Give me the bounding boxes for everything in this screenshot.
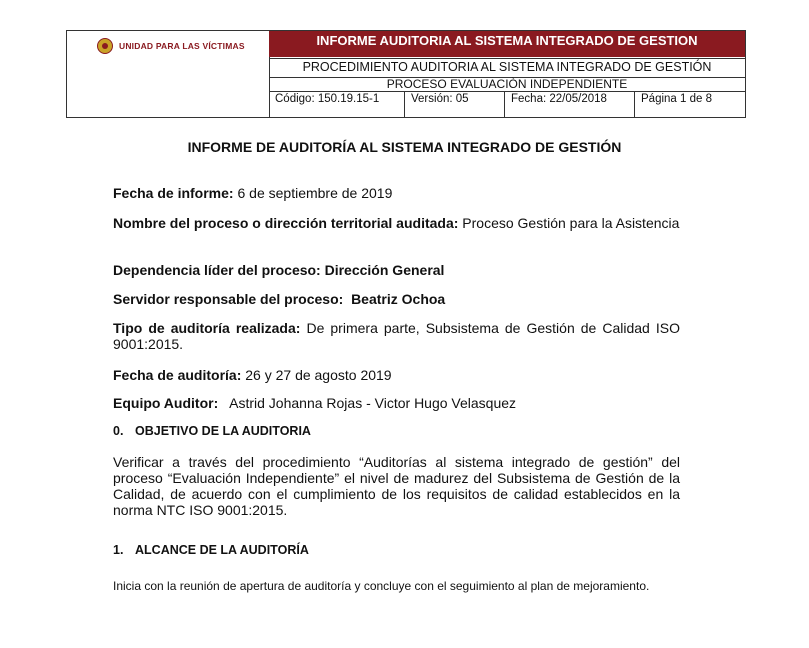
process-label: Nombre del proceso o dirección territorial auditada: [113,215,459,231]
scope-title: ALCANCE DE LA AUDITORÍA [135,543,309,557]
responsible-field [113,291,680,307]
header-title: INFORME AUDITORIA AL SISTEMA INTEGRADO DE GESTION [269,31,745,57]
team-field [113,395,680,411]
process-value: Proceso Gestión para la Asistencia [458,215,680,231]
dependency-label: Dependencia líder del proceso: Dirección General [113,262,445,278]
scope-text: Inicia con la reunión de apertura de auditoría y concluye con el seguimiento al plan de mejoramiento. [113,579,650,593]
scope-heading [113,543,309,557]
header-info [269,31,745,117]
audit-type-field [113,320,680,352]
objective-number: 0. [113,424,124,438]
document-title: INFORME DE AUDITORÍA AL SISTEMA INTEGRADO DE GESTIÓN [187,139,622,155]
objective-heading [113,424,311,438]
logo-text: UNIDAD PARA LAS VÍCTIMAS [119,41,245,51]
header-code: Código: 150.19.15-1 [269,92,405,117]
team-value: Astrid Johanna Rojas - Victor Hugo Velasquez [218,395,517,411]
seal-icon [97,38,113,54]
audit-date-field [113,367,680,383]
document-header [66,30,746,118]
responsible-label: Servidor responsable del proceso: [113,291,344,307]
header-procedure: PROCEDIMIENTO AUDITORIA AL SISTEMA INTEGRADO DE GESTIÓN [269,58,745,77]
dependency-field [113,262,680,278]
audit-date-value: 26 y 27 de agosto 2019 [241,367,392,383]
report-date-label: Fecha de informe: [113,185,234,201]
team-label: Equipo Auditor: [113,395,219,411]
process-field [113,215,680,231]
header-version: Versión: 05 [405,92,505,117]
header-process: PROCESO EVALUACIÒN INDEPENDIENTE [269,77,745,91]
audit-type-value: De primera parte, Subsistema de Gestión de Calidad ISO 9001:2015. [113,320,680,352]
responsible-value: Beatriz Ochoa [343,291,446,307]
header-meta-row [269,91,745,117]
header-page: Página 1 de 8 [641,93,712,105]
objective-text: Verificar a través del procedimiento “Auditorías al sistema integrado de gestión” del proceso “Evaluación Independiente” el nivel de madurez del Subsistema de Gestión de la Calidad, de acuerdo con el cumplimiento de los requisitos de calidad establecidos en la norma NTC ISO 9001:2015. [113,454,680,518]
report-date-value: 6 de septiembre de 2019 [233,185,393,201]
logo-cell [67,31,270,117]
header-date: Fecha: 22/05/2018 [505,92,635,117]
audit-type-label: Tipo de auditoría realizada: [113,320,301,336]
audit-date-label: Fecha de auditoría: [113,367,242,383]
scope-number: 1. [113,543,124,557]
report-date-field [113,185,680,201]
objective-title: OBJETIVO DE LA AUDITORIA [135,424,311,438]
